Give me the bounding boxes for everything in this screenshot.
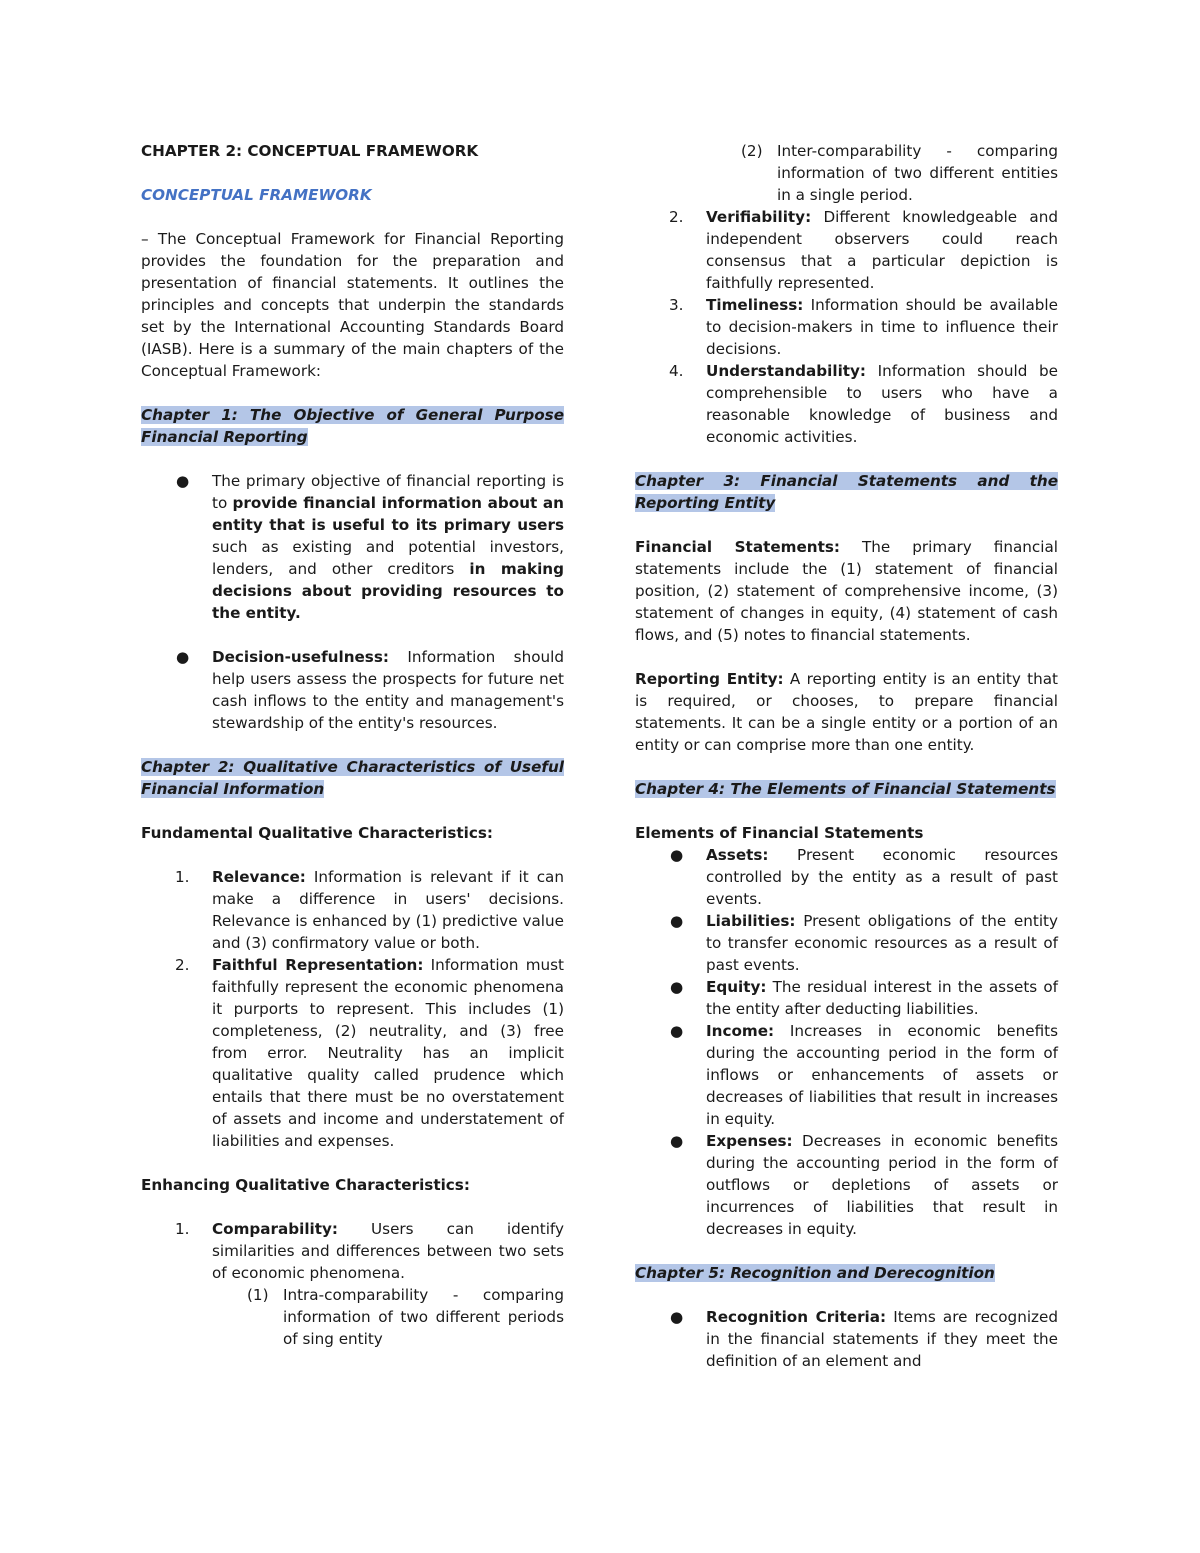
list-item: ● Recognition Criteria: Items are recognized in the financial statements if they meet the definition of an element and [670,1308,1058,1370]
reporting-entity-paragraph: Reporting Entity: A reporting entity is an entity that is required, or chooses, to prepare financial statements. It can be a single entity or a portion of an entity or can comprise more than one entity. [635,670,1058,754]
list-item: ● Decision-usefulness: Information should help users assess the prospects for future net cash inflows to the entity and management's stewardship of the entity's resources. [176,648,564,732]
list-item: 3. Timeliness: Information should be available to decision-makers in time to influence their decisions. [669,296,1058,358]
list-item: ● Assets: Present economic resources controlled by the entity as a result of past events. [670,846,1058,908]
list-item: ● Expenses: Decreases in economic benefits during the accounting period in the form of outflows or depletions of assets or incurrences of liabilities that result in decreases in equity. [670,1132,1058,1238]
bullet-icon: ● [176,472,190,490]
chapter-5-list [635,1306,1058,1372]
right-column [635,140,1058,1372]
list-item: ● Equity: The residual interest in the assets of the entity after deducting liabilities. [670,978,1058,1018]
fundamental-heading: Fundamental Qualitative Characteristics: [141,824,493,842]
list-item: ● Income: Increases in economic benefits during the accounting period in the form of inflows or enhancements of assets or decreases of liabilities that result in increases in equity. [670,1022,1058,1128]
bullet-icon: ● [670,1022,684,1040]
list-item: 4. Understandability: Information should be comprehensible to users who have a reasonable knowledge of business and economic activities. [669,362,1058,446]
list-item: ● Liabilities: Present obligations of the entity to transfer economic resources as a result of past events. [670,912,1058,974]
intro-paragraph: – The Conceptual Framework for Financial Reporting provides the foundation for the preparation and presentation of financial statements. It outlines the principles and concepts that underpin the standards set by the International Accounting Standards Board (IASB). Here is a summary of the main chapters of the Conceptual Framework: [141,230,564,380]
elements-list [635,844,1058,1240]
list-item: 1. Relevance: Information is relevant if it can make a difference in users' decisions. Relevance is enhanced by (1) predictive value and (3) confirmatory value or both. [175,868,564,952]
chapter-4-heading: Chapter 4: The Elements of Financial Statements [635,780,1056,798]
enhancing-heading: Enhancing Qualitative Characteristics: [141,1176,470,1194]
bullet-icon: ● [670,1308,684,1326]
financial-statements-paragraph: Financial Statements: The primary financial statements include the (1) statement of financial position, (2) statement of comprehensive income, (3) statement of changes in equity, (4) statement of cash flows, and (5) notes to financial statements. [635,538,1058,644]
elements-heading: Elements of Financial Statements [635,824,924,842]
bullet-icon: ● [176,648,190,666]
bullet-icon: ● [670,912,684,930]
enhancing-list [141,1218,564,1350]
chapter-1-list [141,470,564,734]
left-column [141,140,564,1350]
enhancing-list-continued [635,140,1058,448]
section-subtitle: CONCEPTUAL FRAMEWORK [141,186,372,204]
bullet-icon: ● [670,1132,684,1150]
list-item: ● The primary objective of financial reporting is to provide financial information about an entity that is useful to its primary users such as existing and potential investors, lenders, and other creditors in making decisions about providing resources to the entity. [176,472,564,622]
list-item: 2. Verifiability: Different knowledgeable and independent observers could reach consensus that a particular depiction is faithfully represented. [669,208,1058,292]
bullet-icon: ● [670,846,684,864]
list-item: 2. Faithful Representation: Information must faithfully represent the economic phenomena it purports to represent. This includes (1) completeness, (2) neutrality, and (3) free from error. Neutrality has an implicit qualitative quality called prudence which entails that there must be no overstatement of assets and income and understatement of liabilities and expenses. [175,956,565,1150]
sub-list-item: (1) Intra-comparability - comparing information of two different periods of sing entity [247,1286,564,1348]
chapter-2-heading: Chapter 2: Qualitative Characteristics of Useful Financial Information [141,758,564,798]
chapter-1-heading: Chapter 1: The Objective of General Purpose Financial Reporting [141,406,564,446]
fundamental-list [141,866,564,1152]
sub-list-item: (2) Inter-comparability - comparing information of two different entities in a single period. [741,142,1058,204]
page-title: CHAPTER 2: CONCEPTUAL FRAMEWORK [141,142,479,160]
chapter-5-heading: Chapter 5: Recognition and Derecognition [635,1264,995,1282]
bullet-icon: ● [670,978,684,996]
chapter-3-heading: Chapter 3: Financial Statements and the Reporting Entity [635,472,1058,512]
list-item: 1. Comparability: Users can identify similarities and differences between two sets of economic phenomena. [175,1220,564,1282]
